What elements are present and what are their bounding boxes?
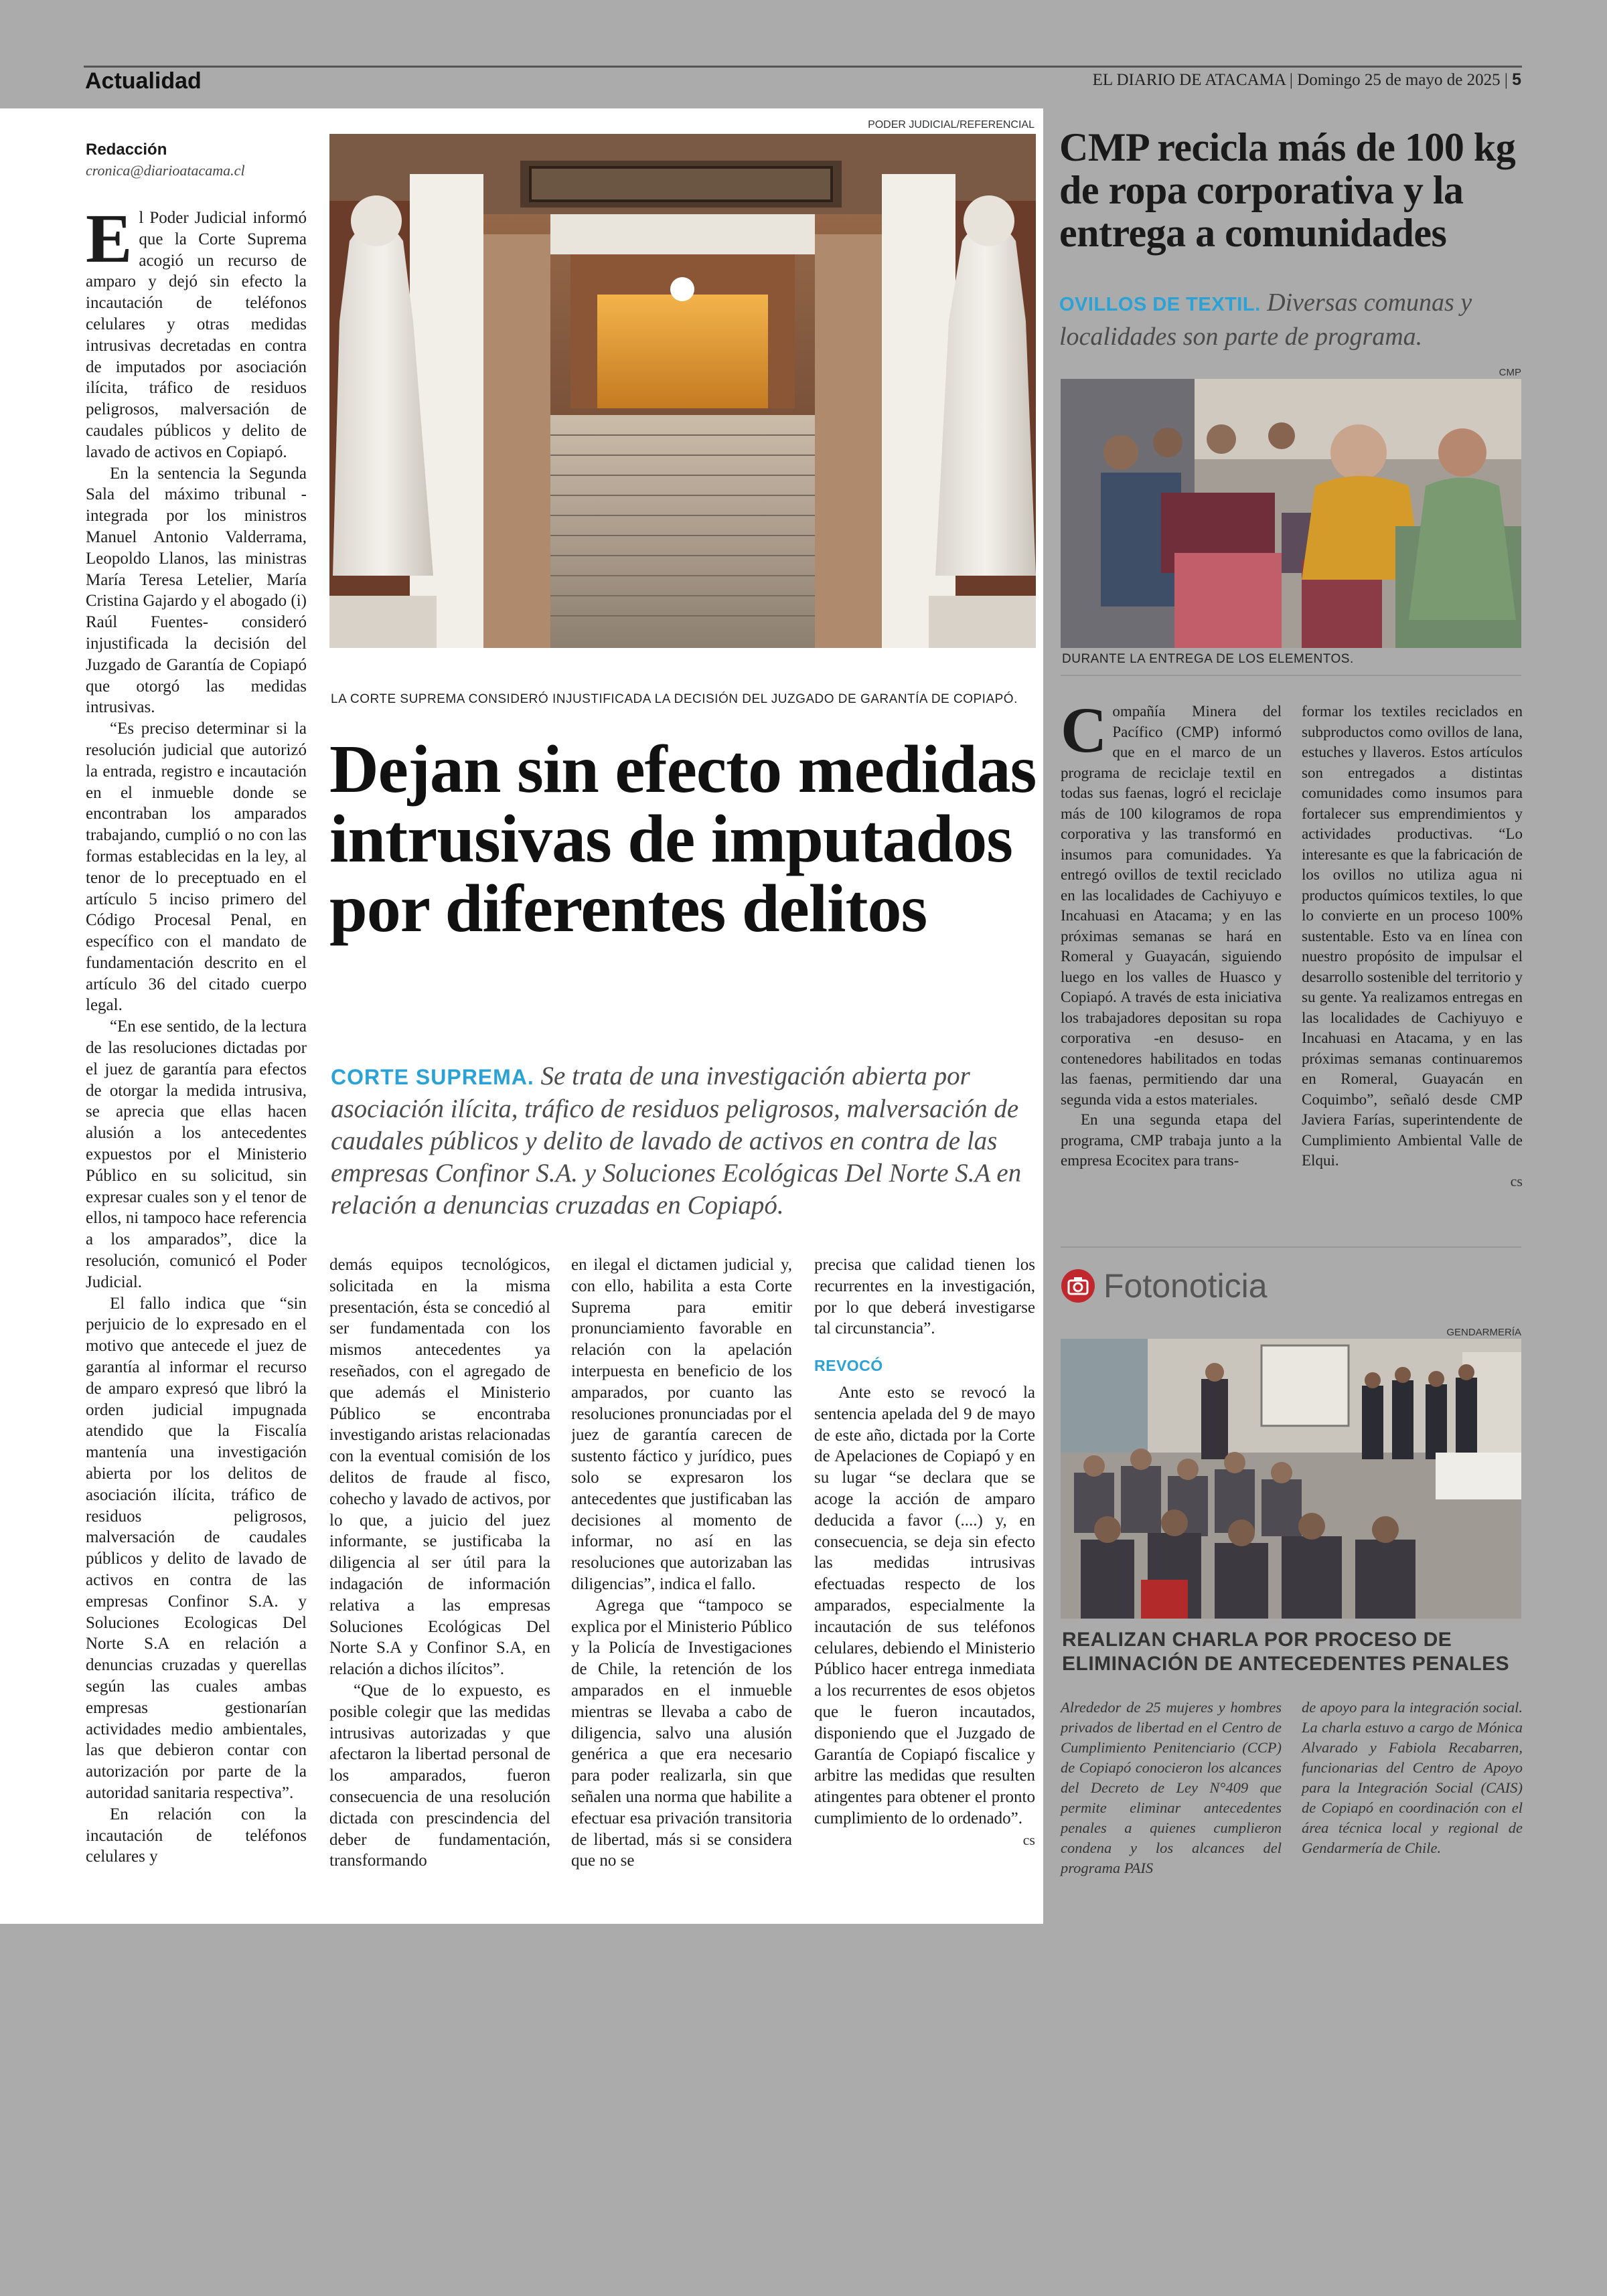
main-photo — [329, 134, 1036, 648]
end-mark: cs — [1510, 1172, 1523, 1190]
fotonoticia-photo — [1061, 1339, 1521, 1619]
main-col-4 — [814, 1254, 1035, 1897]
women-with-textiles-image — [1061, 379, 1521, 648]
paragraph: El Poder Judicial informó que la Corte Suprema acogió un recurso de amparo y dejó sin efecto la incautación de teléfonos celulares y otras medidas intrusivas decretadas en contra de imputados por asociación ilícita, tráfico de residuos peligrosos, malversación de caudales públicos y delito de lavado de activos en Copiapó. — [86, 208, 307, 461]
fotonoticia-col-2: de apoyo para la integración social. La charla estuvo a cargo de Mónica Alvarado y Fabiola Recabarren, funcionarias del Centro de Apoyo para la Integración Social (CAIS) de Copiapó en coordinación con el área técnica local y regional de Gendarmería de Chile. — [1302, 1699, 1523, 1856]
header-rule — [84, 66, 1522, 68]
paragraph: En relación con la incautación de teléfonos celulares y — [86, 1805, 307, 1866]
main-col-1 — [86, 208, 307, 1901]
divider — [1061, 1246, 1521, 1248]
paragraph: precisa que calidad tienen los recurrentes en la investigación, por lo que deberá investigarse tal circunstancia”. — [814, 1256, 1035, 1338]
cmp-photo-credit: CMP — [1499, 367, 1521, 378]
page-meta: EL DIARIO DE ATACAMA | Domingo 25 de mayo de 2025 | 5 — [1092, 70, 1521, 89]
paragraph: Ante esto se revocó la sentencia apelada del 9 de mayo de este año, dictada por la Corte de Apelaciones de Copiapó y en su lugar “se declara que se acoge la acción de amparo deducida a favor (....) y, en consecuencia, se deja sin efecto las medidas intrusivas efectuadas respecto de los amparados, especialmente la incautación de sus teléfonos celulares, debiendo el Ministerio Público hacer entrega inmediata a los recurrentes de esos objetos que le fueron incautados, disponiendo que el Juzgado de Garantía de Copiapó fiscalice y arbitre las medidas que resulten atingentes para obtener el pronto cumplimiento de lo ordenado”. — [814, 1383, 1035, 1827]
paragraph: demás equipos tecnológicos, solicitada en la misma presentación, ésta se concedió al ser fundamentada con los mismos antecedentes ya reseñados, con el agregado de que además el Ministerio Público se encontraba investigando aristas relacionadas con la eventual comisión de los delitos de fraude al fisco, cohecho y lavado de activos, por lo que, a juicio del juez informante, se justificaba la diligencia al ser útil para la indagación de información relativa a las empresas Soluciones Ecológicas Del Norte S.A y Confinor S.A, en relación a dichos ilícitos”. — [329, 1256, 550, 1679]
main-col-2 — [329, 1254, 550, 1897]
supreme-court-staircase-image — [329, 134, 1036, 648]
paragraph: Agrega que “tampoco se explica por el Ministerio Público y la Policía de Investigaciones de Chile, la retención de los amparados en el inmueble mientras se llevaba a cabo de diligencia, salvo una alusión genérica a que era necesario para poder realizarla, sin que señalen una norma que habilite a efectuar esa privación transitoria de libertad, más si se considera que no se — [571, 1596, 792, 1870]
camera-icon — [1061, 1269, 1095, 1303]
paragraph: En una segunda etapa del programa, CMP trabaja junto a la empresa Ecocitex para trans- — [1061, 1111, 1282, 1169]
paragraph: “En ese sentido, de la lectura de las resoluciones dictadas por el juez de garantía para efectos de otorgar la medida intrusiva, se aprecia que ellas hacen alusión a los antecedentes expuestos por el Ministerio Público en su solicitud, sin expresar cuales son y el tenor de ellos, ni tampoco hace referencia a los amparados”, dice la resolución, comunicó el Poder Judicial. — [86, 1017, 307, 1291]
classroom-talk-image — [1061, 1339, 1521, 1619]
end-mark: cs — [1022, 1831, 1035, 1848]
paragraph: “Es preciso determinar si la resolución judicial que autorizó la entrada, registro e incautación en el inmueble donde se encontraban los amparados trabajando, cumplió o no con las formas establecidas en la ley, al tenor de lo preceptuado en el artículo 5 inciso primero del Código Procesal Penal, en específico con el mandato de fundamentación descrito en el artículo 36 del citado cuerpo legal. — [86, 720, 307, 1015]
drop-cap: E — [86, 208, 133, 277]
page-number: 5 — [1512, 70, 1521, 89]
paragraph: en ilegal el dictamen judicial y, con ello, habilita a esta Corte Suprema para emitir pronunciamiento favorable en relación con la apelación interpuesta en beneficio de los amparados, por cuanto las resoluciones pronunciadas por el juez de garantía carecen de sustento fáctico y jurídico, pues solo se expresaron los antecedentes que justificaban las decisiones al momento de informar, no así en las resoluciones que autorizaban las diligencias”, indica el fallo. — [571, 1256, 792, 1593]
paragraph: “Que de lo expuesto, es posible colegir que las medidas intrusivas autorizadas y que afectaron la libertad personal de los amparados, fueron consecuencia de una resolución dictada con prescindencia del deber de fundamentación, transformando — [329, 1681, 550, 1870]
cmp-deck — [1059, 286, 1521, 353]
main-col-3 — [571, 1254, 792, 1897]
cmp-col-2 — [1302, 702, 1523, 1237]
drop-cap: C — [1061, 702, 1107, 766]
photo-caption: LA CORTE SUPREMA CONSIDERÓ INJUSTIFICADA LA DECISIÓN DEL JUZGADO DE GARANTÍA DE COPIAPÓ. — [331, 692, 1018, 706]
headline: Dejan sin efecto medidas intrusivas de imputados por diferentes delitos — [329, 732, 1037, 947]
section-label: Actualidad — [85, 68, 202, 94]
cmp-col-1 — [1061, 702, 1282, 1237]
deck-kicker: CORTE SUPREMA. — [331, 1065, 534, 1089]
cmp-headline: CMP recicla más de 100 kg de ropa corporativa y la entrega a comunidades — [1059, 125, 1516, 255]
byline-email: cronica@diarioatacama.cl — [86, 162, 245, 179]
fotonoticia-headline: REALIZAN CHARLA POR PROCESO DE ELIMINACIÓN DE ANTECEDENTES PENALES — [1062, 1629, 1510, 1675]
paragraph: En la sentencia la Segunda Sala del máximo tribunal -integrada por los ministros Manuel Antonio Valderrama, Leopoldo Llanos, las ministras María Teresa Letelier, María Cristina Gajardo y el abogado (i) Raúl Fuentes- consideró injustificada la decisión del Juzgado de Garantía de Copiapó que otorgó las medidas intrusivas. — [86, 464, 307, 717]
deck-text: Se trata de una investigación abierta por asociación ilícita, tráfico de residuos peligrosos, malversación de caudales públicos y delito de lavado de activos en contra de las empresas Confinor S.A. y Soluciones Ecológicas Del Norte S.A en relación a denuncias cruzadas en Copiapó. — [331, 1062, 1022, 1220]
cmp-kicker: OVILLOS DE TEXTIL. — [1059, 294, 1261, 315]
paper-name: EL DIARIO DE ATACAMA — [1092, 71, 1286, 89]
fotonoticia-photo-credit: GENDARMERÍA — [1446, 1327, 1521, 1338]
fotonoticia-label: Fotonoticia — [1103, 1267, 1268, 1305]
paragraph: Compañía Minera del Pacífico (CMP) informó que en el marco de un programa de reciclaje textil en todas sus faenas, logró el reciclaje más de 100 kilogramos de ropa corporativa y las transformó en insumos para comunidades. Ya entregó ovillos de textil reciclado en las localidades de Cachiyuyo e Incahuasi en Atacama; y en las próximas semanas se hará en Romeral y Guayacán, siguiendo luego en los valles de Huasco y Copiapó. A través de esta iniciativa los trabajadores depositan su ropa corporativa -en desuso- en contenedores habilitados en todas las faenas, permitiendo dar una segunda vida a estos materiales. — [1061, 702, 1282, 1108]
byline: Redacción — [86, 141, 167, 159]
deck — [331, 1060, 1035, 1222]
paragraph: formar los textiles reciclados en subproductos como ovillos de lana, estuches y llaveros. Estos artículos son entregados a distintas comunidades como insumos para fortalecer sus emprendimientos y actividades productivas. “Lo interesante es que la fabricación de los ovillos no utiliza agua ni productos químicos textiles, lo que lo convierte en un proceso 100% sustentable. Esto va en línea con nuestro propósito de impulsar el desarrollo sostenible del territorio y su gente. Ya realizamos entregas en las localidades de Cachiyuyo e Incahuasi en Atacama, y en las próximas semanas continuaremos en Romeral, Guayacán en Coquimbo”, señaló desde CMP Javiera Farías, superintendente de Cumplimiento Ambiental Valle de Elqui. — [1302, 703, 1523, 1169]
cmp-photo — [1061, 379, 1521, 648]
paragraph: El fallo indica que “sin perjuicio de lo expresado en el motivo que antecede el juez de garantía al informar el recurso de amparo expresó que libró la orden judicial impugnada atendido que la Fiscalía mantenía una investigación abierta por los delitos de asociación ilícita, tráfico de residuos peligrosos, malversación de caudales públicos y delito de lavado de activos en contra de las empresas Confinor S.A. y Soluciones Ecologicas Del Norte S.A en relación a denuncias cruzadas y querellas según las cuales ambas empresas gestionarían actividades medio ambientales, las que debieron contar con autorización por parte de la autoridad sanitaria respectiva”. — [86, 1294, 307, 1802]
page-date: Domingo 25 de mayo de 2025 — [1297, 71, 1501, 89]
divider — [1061, 675, 1521, 676]
photo-credit: PODER JUDICIAL/REFERENCIAL — [868, 119, 1035, 131]
subhead: REVOCÓ — [814, 1357, 883, 1375]
fotonoticia-col-1: Alrededor de 25 mujeres y hombres privados de libertad en el Centro de Cumplimiento Penitenciario (CCP) de Copiapó conocieron los alcances del Decreto de Ley N°409 que permite eliminar antecedentes penales a quienes cumplieron condena y los alcances del programa PAIS — [1061, 1699, 1282, 1876]
cmp-photo-caption: DURANTE LA ENTREGA DE LOS ELEMENTOS. — [1062, 652, 1354, 666]
cmp-deck-text: Diversas comunas y localidades son parte de programa. — [1059, 289, 1472, 351]
